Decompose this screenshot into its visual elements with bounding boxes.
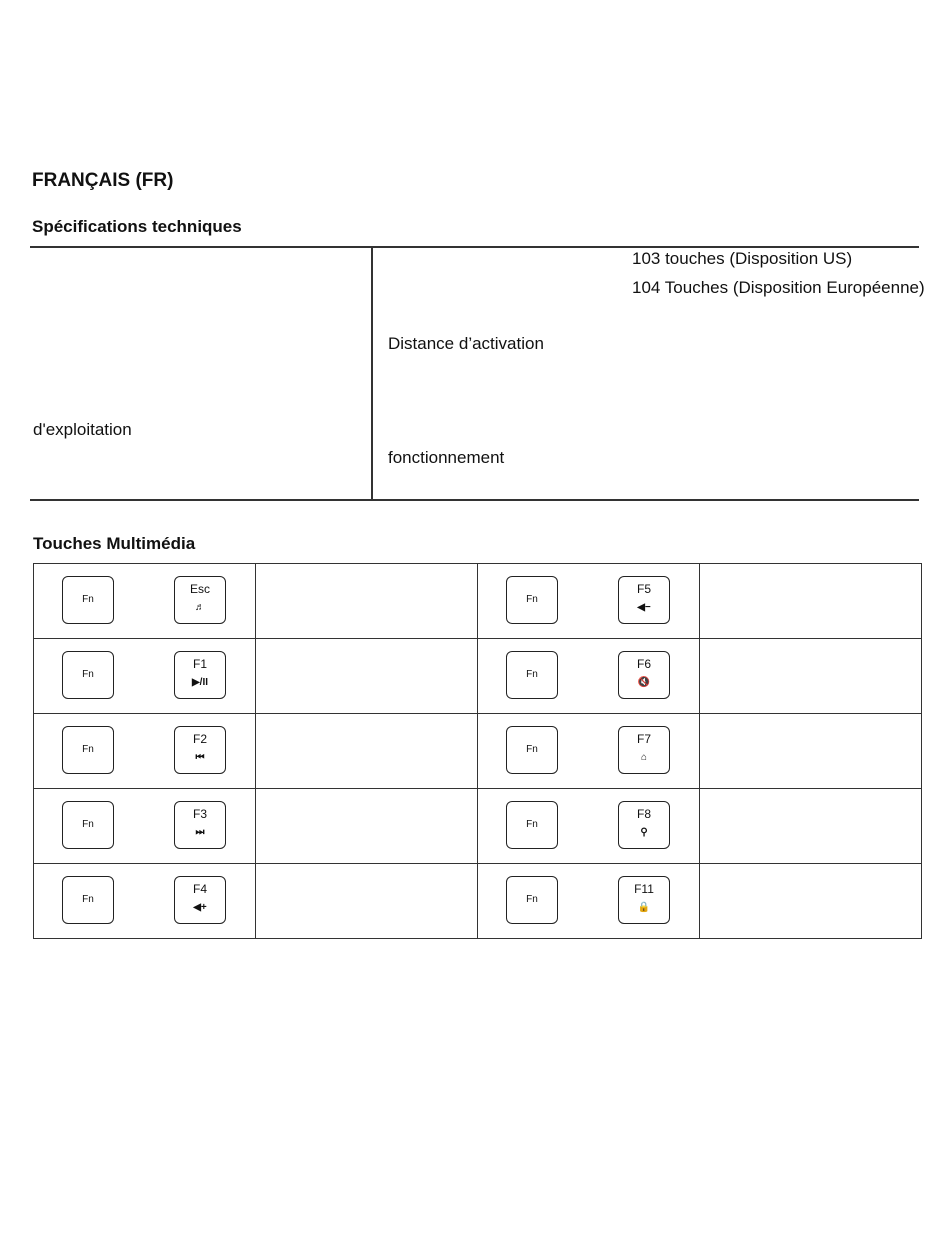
- fn-key: [62, 801, 114, 849]
- table-row: [34, 864, 922, 939]
- key-description-cell: [256, 714, 478, 789]
- spec-activation-distance: Distance d’activation: [388, 334, 544, 353]
- function-key: [174, 651, 226, 699]
- play-pause-icon: ▶/II: [191, 677, 209, 688]
- key-combo-cell: [478, 564, 700, 639]
- key-description-cell: [700, 639, 922, 714]
- fn-key-label: Fn: [82, 669, 94, 680]
- fn-key-label: Fn: [82, 594, 94, 605]
- function-key: [174, 876, 226, 924]
- home-icon: ⌂: [640, 752, 648, 763]
- function-key: [174, 801, 226, 849]
- fn-key: [62, 726, 114, 774]
- specs-heading: Spécifications techniques: [32, 217, 242, 236]
- fn-key: [506, 576, 558, 624]
- function-key: [618, 801, 670, 849]
- function-key: [174, 576, 226, 624]
- fn-key: [506, 876, 558, 924]
- function-key: [618, 876, 670, 924]
- multimedia-heading: Touches Multimédia: [33, 534, 196, 553]
- key-combo-cell: [34, 714, 256, 789]
- spec-operating: d'exploitation: [33, 420, 132, 439]
- key-combo-cell: [478, 714, 700, 789]
- key-description-cell: [700, 714, 922, 789]
- page-title: FRANÇAIS (FR): [32, 170, 174, 191]
- fn-key: [506, 651, 558, 699]
- table-row: [34, 564, 922, 639]
- function-key-label: Esc: [189, 582, 210, 596]
- table-row: [34, 714, 922, 789]
- key-description-cell: [700, 564, 922, 639]
- spec-keys-us: 103 touches (Disposition US): [632, 249, 853, 268]
- key-description-cell: [256, 789, 478, 864]
- multimedia-keys-table: [33, 563, 922, 939]
- table-row: [34, 639, 922, 714]
- lock-icon: 🔒: [637, 902, 651, 913]
- fn-key-label: Fn: [82, 819, 94, 830]
- key-combo-cell: [34, 564, 256, 639]
- function-key-label: F3: [192, 807, 207, 821]
- fn-key-label: Fn: [526, 594, 538, 605]
- function-key-label: F4: [192, 882, 207, 896]
- fn-key-label: Fn: [526, 894, 538, 905]
- function-key-label: F7: [636, 732, 651, 746]
- key-description-cell: [256, 564, 478, 639]
- fn-key: [62, 576, 114, 624]
- volume-up-icon: ◀+: [193, 902, 207, 913]
- function-key: [618, 726, 670, 774]
- table-row: [34, 789, 922, 864]
- function-key-label: F1: [192, 657, 207, 671]
- function-key-label: F11: [634, 882, 654, 896]
- function-key: [174, 726, 226, 774]
- fn-key-label: Fn: [526, 819, 538, 830]
- fn-key: [506, 801, 558, 849]
- key-description-cell: [256, 864, 478, 939]
- key-combo-cell: [478, 864, 700, 939]
- key-combo-cell: [34, 864, 256, 939]
- spec-functioning: fonctionnement: [388, 448, 505, 467]
- fn-key-label: Fn: [526, 669, 538, 680]
- specs-bottom-rule: [30, 499, 919, 501]
- fn-key-label: Fn: [82, 894, 94, 905]
- function-key-label: F5: [636, 582, 651, 596]
- key-description-cell: [700, 789, 922, 864]
- search-icon: ⚲: [640, 827, 648, 838]
- specs-top-rule: [30, 246, 919, 248]
- key-description-cell: [700, 864, 922, 939]
- fn-key: [62, 651, 114, 699]
- fn-key: [62, 876, 114, 924]
- function-key: [618, 651, 670, 699]
- specs-column-divider: [371, 246, 373, 501]
- volume-down-icon: ◀−: [637, 602, 651, 613]
- music-icon: ♬: [195, 602, 205, 613]
- fn-key: [506, 726, 558, 774]
- key-combo-cell: [34, 789, 256, 864]
- function-key-label: F2: [192, 732, 207, 746]
- next-track-icon: ⏭: [195, 827, 205, 838]
- spec-keys-eu: 104 Touches (Disposition Européenne): [632, 278, 925, 297]
- fn-key-label: Fn: [526, 744, 538, 755]
- key-description-cell: [256, 639, 478, 714]
- function-key: [618, 576, 670, 624]
- function-key-label: F6: [636, 657, 651, 671]
- mute-icon: 🔇: [637, 677, 651, 688]
- key-combo-cell: [478, 639, 700, 714]
- fn-key-label: Fn: [82, 744, 94, 755]
- key-combo-cell: [478, 789, 700, 864]
- previous-track-icon: ⏮: [195, 752, 205, 763]
- key-combo-cell: [34, 639, 256, 714]
- function-key-label: F8: [636, 807, 651, 821]
